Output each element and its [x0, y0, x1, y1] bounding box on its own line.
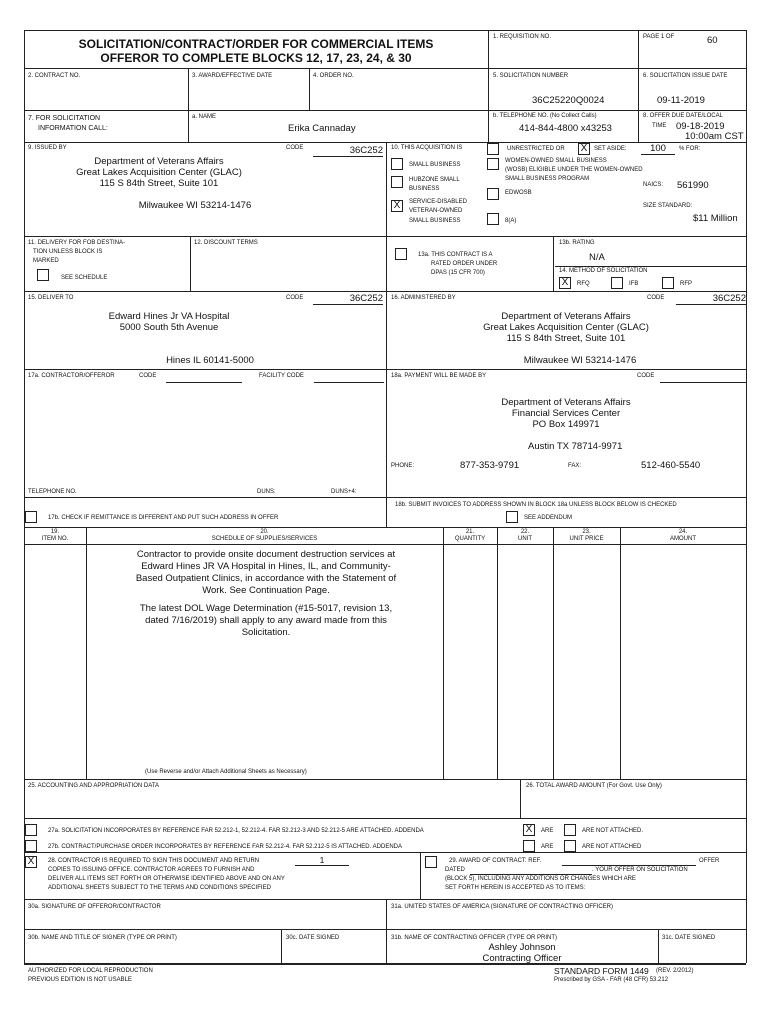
- 28-checkbox[interactable]: X: [25, 856, 37, 868]
- page-total: 60: [707, 35, 718, 46]
- rule: [24, 779, 746, 780]
- facility-code-label: FACILITY CODE: [259, 373, 304, 379]
- deliver-to-line2: 5000 South 5th Avenue: [119, 322, 219, 333]
- rule: [281, 929, 282, 963]
- method-label: 14. METHOD OF SOLICITATION: [559, 268, 648, 274]
- telephone-label: b. TELEPHONE NO. (No Collect Calls): [493, 113, 597, 119]
- rule: [488, 110, 489, 142]
- col20-num: 20.: [260, 529, 269, 535]
- footer-previous-edition: PREVIOUS EDITION IS NOT USABLE: [28, 977, 132, 983]
- rated-order-label-3: DPAS (15 CFR 700): [431, 270, 485, 276]
- rule: [24, 929, 746, 930]
- page-label: PAGE 1 OF: [643, 34, 675, 40]
- total-award-label: 26. TOTAL AWARD AMOUNT (For Govt. Use Only): [526, 783, 662, 789]
- solicitation-number: 36C25220Q0024: [532, 95, 605, 106]
- payment-line3: PO Box 149971: [532, 419, 600, 430]
- requisition-label: 1. REQUISITION NO.: [493, 34, 552, 40]
- payment-line4: Austin TX 78714-9971: [528, 441, 623, 452]
- 27a-are-checkbox[interactable]: X: [523, 824, 535, 836]
- edwosb-label: EDWOSB: [505, 190, 532, 196]
- small-business-checkbox[interactable]: [391, 158, 403, 170]
- payment-line2: Financial Services Center: [511, 408, 621, 419]
- rated-order-checkbox[interactable]: [395, 248, 407, 260]
- sdvosb-label-3: SMALL BUSINESS: [409, 218, 461, 224]
- offer-due-date: 09-18-2019: [676, 121, 725, 132]
- dated-field[interactable]: [470, 874, 592, 875]
- 27a-are-not-label: ARE NOT ATTACHED.: [582, 828, 644, 834]
- 29-label-4: SET FORTH HEREIN IS ACCEPTED AS TO ITEMS:: [445, 885, 586, 891]
- form-title: SOLICITATION/CONTRACT/ORDER FOR COMMERCIAL ITEMS: [78, 37, 434, 51]
- edwosb-checkbox[interactable]: [487, 188, 499, 200]
- rule: [488, 30, 489, 110]
- 29-label-3: (BLOCK 5), INCLUDING ANY ADDITIONS OR CHANGES WHICH ARE: [445, 876, 636, 882]
- col21-num: 21.: [465, 529, 475, 535]
- 8a-label: 8(A): [505, 218, 517, 224]
- rating-value: N/A: [589, 252, 605, 263]
- col23-header: UNIT PRICE: [569, 536, 604, 542]
- duns-label: DUNS:: [257, 489, 276, 495]
- rule: [555, 266, 746, 267]
- code-label: CODE: [647, 295, 665, 301]
- issued-by-line1: Department of Veterans Affairs: [94, 156, 224, 167]
- delivery-label-2: TION UNLESS BLOCK IS: [33, 249, 103, 255]
- ifb-label: IFB: [629, 281, 639, 287]
- reverse-note: (Use Reverse and/or Attach Additional Sheets as Necessary): [145, 769, 307, 775]
- payment-fax: 512-460-5540: [641, 460, 701, 471]
- col21-header: QUANTITY: [454, 536, 486, 542]
- delivery-label: 11. DELIVERY FOR FOB DESTINA-: [28, 240, 126, 246]
- fax-label: FAX:: [568, 463, 582, 469]
- payment-phone: 877-353-9791: [460, 460, 520, 471]
- return-copies: 1: [295, 855, 349, 866]
- solicitation-number-label: 5. SOLICITATION NUMBER: [493, 73, 569, 79]
- wosb-checkbox[interactable]: [487, 158, 499, 170]
- dated-label-2: . YOUR OFFER ON SOLICITATION: [592, 867, 688, 873]
- size-standard: $11 Million: [693, 213, 738, 224]
- accounting-label: 25. ACCOUNTING AND APPROPRIATION DATA: [28, 783, 160, 789]
- issued-by-line4: Milwaukee WI 53214-1476: [138, 200, 252, 211]
- rule: [620, 527, 621, 779]
- naics-code: 561990: [677, 180, 709, 191]
- deliver-to-line3: Hines IL 60141-5000: [166, 355, 254, 366]
- facility-code-field[interactable]: [314, 382, 384, 383]
- 30c-label: 30c. DATE SIGNED: [286, 935, 340, 941]
- hubzone-checkbox[interactable]: [391, 176, 403, 188]
- 28-label: 28. CONTRACTOR IS REQUIRED TO SIGN THIS DOCUMENT AND RETURN: [48, 858, 260, 864]
- size-standard-label: SIZE STANDARD:: [643, 203, 693, 209]
- award-ref-field[interactable]: [562, 865, 696, 866]
- col19-num: 19.: [50, 529, 60, 535]
- 28-label-2: COPIES TO ISSUING OFFICE. CONTRACTOR AGREES TO FURNISH AND: [48, 867, 255, 873]
- administered-by-code: 36C252: [676, 293, 746, 305]
- 31a-label: 31a. UNITED STATES OF AMERICA (SIGNATURE OF CONTRACTING OFFICER): [391, 904, 614, 910]
- wage-determination-note: The latest DOL Wage Determination (#15-5017, revision 13, dated 7/16/2019) shall apply to any award made from this Solicitation.: [139, 603, 393, 638]
- info-call-label-2: INFORMATION CALL:: [38, 125, 108, 132]
- dated-label: DATED: [445, 867, 465, 873]
- administered-by-line3: 115 S 84th Street, Suite 101: [506, 333, 626, 344]
- phone-label: PHONE:: [391, 463, 415, 469]
- 29-checkbox[interactable]: [425, 856, 437, 868]
- code-label: CODE: [139, 373, 157, 379]
- contractor-label: 17a. CONTRACTOR/OFFEROR: [28, 373, 115, 379]
- remittance-label: 17b. CHECK IF REMITTANCE IS DIFFERENT AND PUT SUCH ADDRESS IN OFFER: [48, 515, 279, 521]
- 28-label-4: ADDITIONAL SHEETS SUBJECT TO THE TERMS AND CONDITIONS SPECIFIED: [48, 885, 271, 891]
- rule: [24, 291, 746, 292]
- name-label: a. NAME: [192, 114, 217, 120]
- rule: [24, 236, 746, 237]
- rating-label: 13b. RATING: [559, 240, 595, 246]
- offer-due-time: 10:00am CST: [685, 131, 744, 142]
- issued-by-line2: Great Lakes Acquisition Center (GLAC): [76, 167, 242, 178]
- duns4-label: DUNS+4:: [331, 489, 357, 495]
- payment-code-field[interactable]: [660, 382, 746, 383]
- col24-header: AMOUNT: [670, 536, 696, 542]
- delivery-label-3: MARKED: [33, 258, 59, 264]
- rule: [497, 527, 498, 779]
- offer-label: OFFER: [699, 858, 720, 864]
- naics-label: NAICS:: [643, 182, 664, 188]
- offer-due-label: 8. OFFER DUE DATE/LOCAL: [643, 113, 723, 119]
- 27b-are-not-label: ARE NOT ATTACHED: [582, 844, 642, 850]
- rule: [638, 30, 639, 142]
- award-date-label: 3. AWARD/EFFECTIVE DATE: [192, 73, 273, 79]
- order-no-label: 4. ORDER NO.: [313, 73, 354, 79]
- rfp-checkbox[interactable]: [662, 277, 674, 289]
- wosb-label-2: (WOSB) ELIGIBLE UNDER THE WOMEN-OWNED: [505, 167, 643, 173]
- payment-line1: Department of Veterans Affairs: [501, 397, 631, 408]
- payment-label: 18a. PAYMENT WILL BE MADE BY: [391, 373, 487, 379]
- unrestricted-label: UNRESTRICTED OR: [507, 146, 565, 152]
- form-subtitle: OFFEROR TO COMPLETE BLOCKS 12, 17, 23, 24, & 30: [100, 51, 412, 65]
- form-revision: (REV. 2/2012): [656, 968, 694, 974]
- hubzone-label: HUBZONE SMALL: [409, 177, 460, 183]
- contact-phone: 414-844-4800 x43253: [519, 123, 612, 134]
- col22-num: 22.: [520, 529, 530, 535]
- rated-order-label: 13a. THIS CONTRACT IS A: [418, 252, 493, 258]
- rule: [658, 929, 659, 963]
- administered-by-line4: Milwaukee WI 53214-1476: [523, 355, 637, 366]
- percent-for-label: % FOR:: [679, 146, 701, 152]
- rule: [24, 818, 746, 819]
- telephone-label: TELEPHONE NO.: [28, 489, 77, 495]
- contact-name: Erika Cannaday: [288, 123, 356, 134]
- rule-right: [746, 30, 747, 963]
- col22-header: UNIT: [518, 536, 532, 542]
- rule: [24, 142, 746, 143]
- 8a-checkbox[interactable]: [487, 213, 499, 225]
- see-addendum-checkbox[interactable]: [506, 511, 518, 523]
- 27b-are-label: ARE: [541, 844, 554, 850]
- unrestricted-checkbox[interactable]: [487, 143, 499, 155]
- 27a-label: 27a. SOLICITATION INCORPORATES BY REFERENCE FAR 52.212-1, 52.212-4. FAR 52.212-3 AND 52.212-5 ARE ATTACHED. ADDENDA: [48, 828, 424, 834]
- 27a-are-label: ARE: [541, 828, 554, 834]
- rule: [24, 527, 746, 528]
- deliver-to-code: 36C252: [313, 293, 383, 305]
- rule: [86, 527, 87, 779]
- administered-by-line1: Department of Veterans Affairs: [501, 311, 631, 322]
- 27b-are-checkbox[interactable]: [523, 840, 535, 852]
- acquisition-label: 10. THIS ACQUISITION IS: [391, 145, 463, 151]
- discount-terms-label: 12. DISCOUNT TERMS: [194, 240, 258, 246]
- col20-header: SCHEDULE OF SUPPLIES/SERVICES: [211, 536, 318, 542]
- col24-num: 24.: [678, 529, 688, 535]
- rfp-label: RFP: [680, 281, 692, 287]
- set-aside-percent: 100: [641, 143, 675, 155]
- contractor-code-field[interactable]: [166, 382, 242, 383]
- rule: [443, 527, 444, 779]
- issued-by-line3: 115 S 84th Street, Suite 101: [99, 178, 219, 189]
- sdvosb-label-2: VETERAN-OWNED: [409, 208, 463, 214]
- rule: [386, 497, 746, 498]
- 28-label-3: DELIVER ALL ITEMS SET FORTH OR OTHERWISE IDENTIFIED ABOVE AND ON ANY: [48, 876, 285, 882]
- see-schedule-label: SEE SCHEDULE: [61, 275, 108, 281]
- 31c-label: 31c. DATE SIGNED: [662, 935, 716, 941]
- info-call-label: 7. FOR SOLICITATION: [28, 115, 101, 122]
- rule: [420, 852, 421, 899]
- sdvosb-checkbox[interactable]: X: [391, 200, 403, 212]
- rule: [520, 779, 521, 818]
- 27a-are-not-checkbox[interactable]: [564, 824, 576, 836]
- rfq-label: RFQ: [577, 281, 590, 287]
- 30b-label: 30b. NAME AND TITLE OF SIGNER (TYPE OR PRINT): [28, 935, 177, 941]
- schedule-description: Contractor to provide onsite document destruction services at Edward Hines JR VA Hospital in Hines, IL, and Community-Based Outpatient Clinics, in accordance with the Statement of Work. See Continuation Page.: [135, 549, 397, 596]
- rule: [24, 544, 746, 545]
- issue-date-label: 6. SOLICITATION ISSUE DATE: [643, 73, 728, 79]
- 31b-label: 31b. NAME OF CONTRACTING OFFICER (TYPE OR PRINT): [391, 935, 558, 941]
- rule: [190, 236, 191, 291]
- issued-by-code: 36C252: [313, 145, 383, 157]
- deliver-to-label: 15. DELIVER TO: [28, 295, 74, 301]
- code-label: CODE: [286, 295, 304, 301]
- rule: [188, 68, 189, 142]
- rule: [553, 236, 554, 291]
- 30a-label: 30a. SIGNATURE OF OFFEROR/CONTRACTOR: [28, 904, 161, 910]
- remittance-checkbox[interactable]: [25, 511, 37, 523]
- 29-label: 29. AWARD OF CONTRACT: REF.: [449, 858, 542, 864]
- 27b-are-not-checkbox[interactable]: [564, 840, 576, 852]
- time-label: TIME: [652, 123, 667, 129]
- form-prescribed: Prescribed by GSA - FAR (48 CFR) 53.212: [554, 977, 669, 983]
- rated-order-label-2: RATED ORDER UNDER: [431, 261, 498, 267]
- rule: [309, 68, 310, 110]
- set-aside-checkbox[interactable]: X: [578, 143, 590, 155]
- rule: [24, 369, 746, 370]
- rule: [553, 527, 554, 779]
- rule: [24, 899, 746, 900]
- submit-invoices-label: 18b. SUBMIT INVOICES TO ADDRESS SHOWN IN BLOCK 18a UNLESS BLOCK BELOW IS CHECKED: [395, 502, 677, 508]
- rule: [24, 497, 386, 498]
- form-name: STANDARD FORM 1449: [554, 966, 649, 976]
- see-addendum-label: SEE ADDENDUM: [524, 515, 573, 521]
- code-label: CODE: [637, 373, 655, 379]
- 27b-label: 27b. CONTRACT/PURCHASE ORDER INCORPORATES BY REFERENCE FAR 52.212-4. FAR 52.212-5 IS ATTACHED. ADDENDA: [48, 844, 402, 850]
- small-business-label: SMALL BUSINESS: [409, 162, 461, 168]
- 27a-checkbox[interactable]: [25, 824, 37, 836]
- col19-header: ITEM NO.: [41, 536, 69, 542]
- contracting-officer-title: Contracting Officer: [482, 953, 562, 964]
- rfq-checkbox[interactable]: X: [559, 277, 571, 289]
- hubzone-label-2: BUSINESS: [409, 186, 440, 192]
- sdvosb-label: SERVICE-DISABLED: [409, 199, 467, 205]
- 27b-checkbox[interactable]: [25, 840, 37, 852]
- administered-by-line2: Great Lakes Acquisition Center (GLAC): [483, 322, 649, 333]
- ifb-checkbox[interactable]: [611, 277, 623, 289]
- wosb-label-3: SMALL BUSINESS PROGRAM: [505, 176, 590, 182]
- issue-date: 09-11-2019: [657, 95, 705, 106]
- code-label: CODE: [286, 145, 304, 151]
- contracting-officer-name: Ashley Johnson: [488, 942, 556, 953]
- see-schedule-checkbox[interactable]: [37, 269, 49, 281]
- footer-reproduction: AUTHORIZED FOR LOCAL REPRODUCTION: [28, 968, 153, 974]
- col23-num: 23.: [582, 529, 591, 535]
- contract-no-label: 2. CONTRACT NO.: [28, 73, 81, 79]
- administered-by-label: 16. ADMINISTERED BY: [391, 295, 456, 301]
- deliver-to-line1: Edward Hines Jr VA Hospital: [108, 311, 230, 322]
- rule: [24, 852, 746, 853]
- wosb-label: WOMEN-OWNED SMALL BUSINESS: [505, 158, 607, 164]
- issued-by-label: 9. ISSUED BY: [28, 145, 67, 151]
- set-aside-label: SET ASIDE:: [594, 146, 627, 152]
